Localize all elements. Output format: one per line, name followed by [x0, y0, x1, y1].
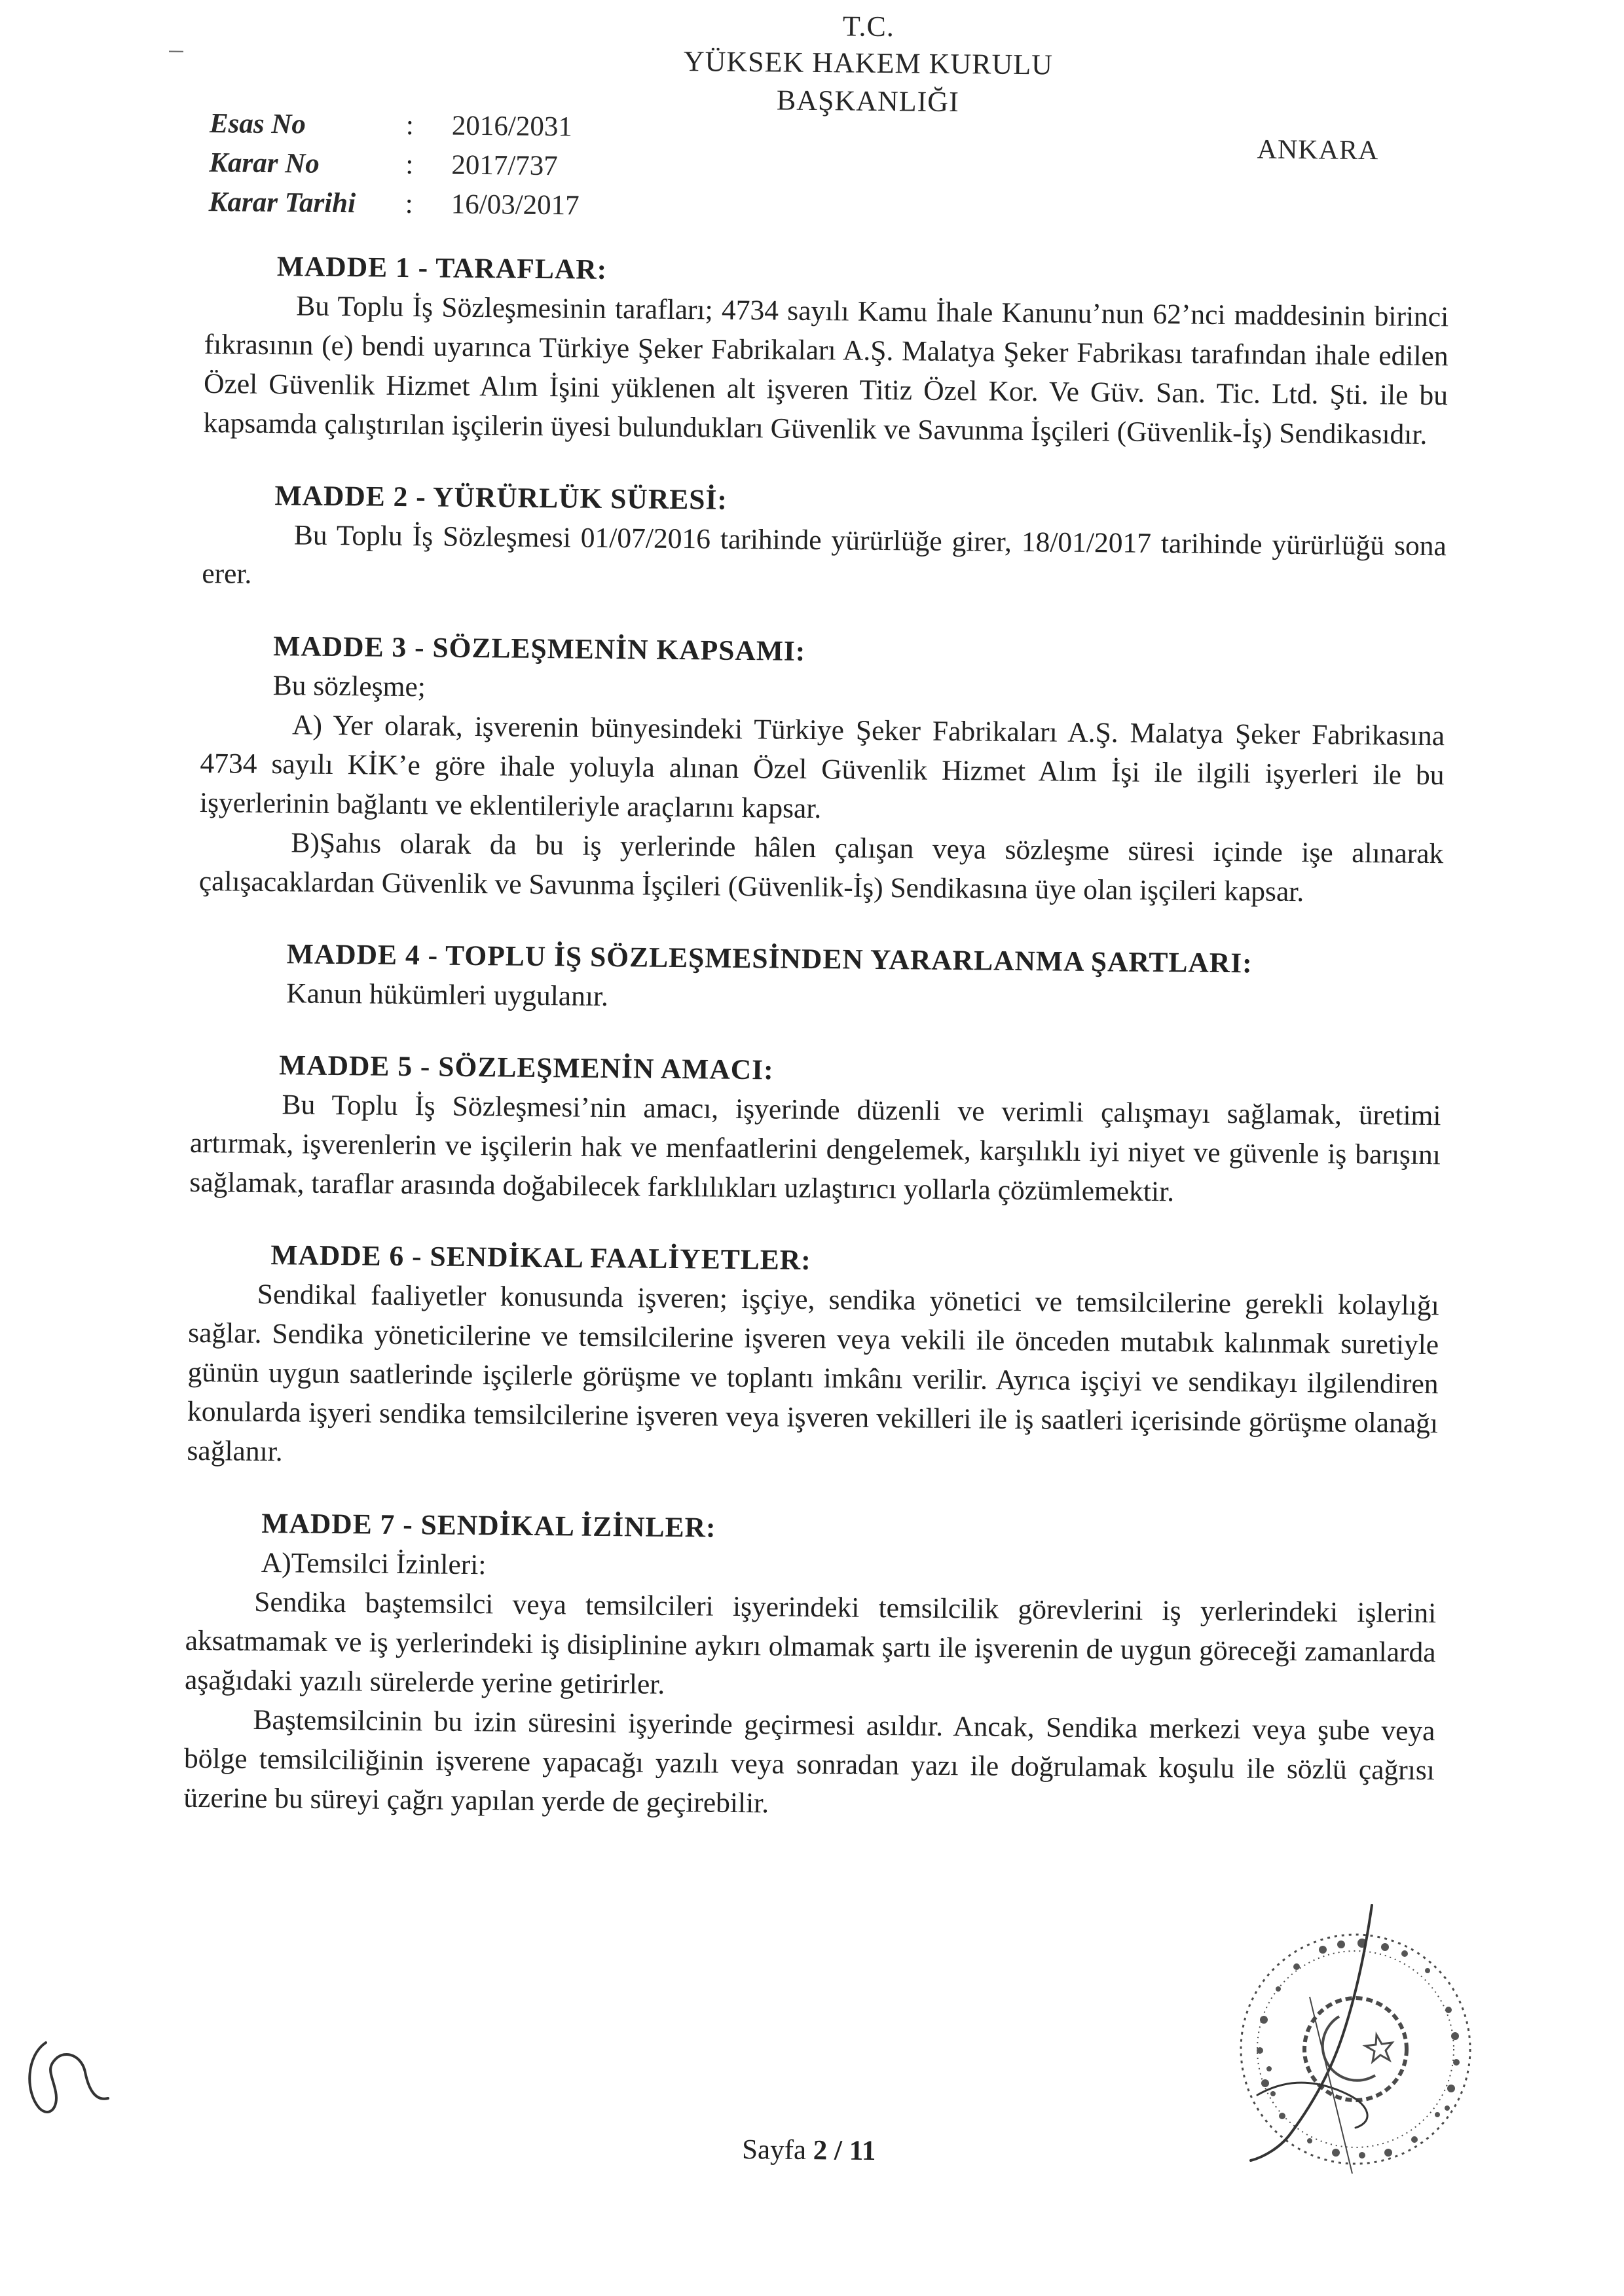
section-heading: MADDE 7 - SENDİKAL İZİNLER: — [261, 1507, 716, 1544]
paragraph: Baştemsilcinin bu izin süresini işyerinde geçirmesi asıldır. Ancak, Sendika merkezi veya şube veya bölge temsilciliğinin işverene yapacağı yazılı veya sonradan yazı ile doğrulamak koşulu ile sözlü çağrısı üzerine bu süreyi çağrı yapılan yerde de geçirebilir. — [183, 1704, 1435, 1819]
subheading: A)Temsilci İzinleri: — [261, 1546, 487, 1581]
colon: : — [405, 109, 415, 141]
paragraph: Bu Toplu İş Sözleşmesi’nin amacı, işyerinde düzenli ve verimli çalışmayı sağlamak, üretimi artırmak, işverenlerin ve işçilerin hak ve menfaatlerini dengelemek, karşılıklı iyi niyet ve güvenle iş barışını sağlamak, taraflar arasında doğabilecek farklılıkları uzlaştırıcı yollarla çözümlemektir. — [189, 1089, 1441, 1208]
handwritten-initial-icon — [20, 2030, 118, 2121]
section-madde-2 — [202, 475, 1447, 605]
page-current: 2 — [813, 2135, 828, 2166]
section-madde-5 — [189, 1045, 1441, 1214]
section-madde-7 — [183, 1503, 1437, 1829]
esas-value: 2016/2031 — [451, 110, 573, 143]
page-total: 11 — [849, 2135, 876, 2167]
paragraph: Bu Toplu İş Sözleşmesi 01/07/2016 tarihinde yürürlüğe girer, 18/01/2017 tarihinde yürürlüğü sona erer. — [202, 519, 1447, 590]
paragraph-b: B)Şahıs olarak da bu iş yerlerinde hâlen çalışan veya sözleşme süresi içinde işe alınarak çalışacaklardan Güvenlik ve Savunma İşçileri (Güvenlik-İş) Sendikasına üye olan işçileri kapsar. — [198, 827, 1444, 908]
city: ANKARA — [1257, 134, 1379, 166]
section-heading: MADDE 5 - SÖZLEŞMENİN AMACI: — [278, 1049, 774, 1086]
tarih-label: Karar Tarihi — [208, 187, 356, 219]
paragraph: Bu Toplu İş Sözleşmesinin tarafları; 4734 sayılı Kamu İhale Kanunu’nun 62’nci maddesinin birinci fıkrasının (e) bendi uyarınca Türkiye Şeker Fabrikaları A.Ş. Malatya Şeker Fabrikası tarafından ihale edilen Özel Güvenlik Hizmet Alım İşini yüklenen alt işveren Titiz Özel Kor. Ve Güv. San. Tic. Ltd. Şti. ile bu kapsamda çalıştırılan işçilerin üyesi bulundukları Güvenlik ve Savunma İşçileri (Güvenlik-İş) Sendikasıdır. — [203, 290, 1449, 450]
case-meta — [209, 104, 581, 225]
header-office: BAŞKANLIĞI — [776, 84, 959, 118]
page-number — [678, 2133, 940, 2168]
header-tc: T.C. — [842, 10, 895, 43]
section-heading: MADDE 3 - SÖZLEŞMENİN KAPSAMI: — [273, 630, 806, 667]
paragraph: Kanun hükümleri uygulanır. — [286, 977, 609, 1013]
karar-value: 2017/737 — [451, 149, 559, 182]
document-body — [183, 246, 1449, 1862]
section-madde-3 — [199, 626, 1446, 913]
section-heading: MADDE 6 - SENDİKAL FAALİYETLER: — [270, 1239, 811, 1276]
scan-mark — [168, 47, 185, 55]
header-institution: YÜKSEK HAKEM KURULU — [683, 45, 1054, 81]
tarih-value: 16/03/2017 — [451, 189, 580, 221]
section-madde-1 — [203, 246, 1449, 454]
paragraph: Sendikal faaliyetler konusunda işveren; işçiye, sendika yönetici ve temsilcilerine gerekli kolaylığı sağlar. Sendika yöneticilerine ve temsilcilerine işveren veya vekili ile önceden mutabık kalınmak suretiyle günün uygun saatlerinde işçilerle görüşme ve toplantı imkânı verilir. Ayrıca işçiyi ve sendikayı ilgilendiren konularda işyeri sendika temsilcilerine işveren veya işveren vekilleri ile iş saatleri içerisinde görüşme olanağı sağlanır. — [187, 1278, 1439, 1468]
paragraph: Bu sözleşme; — [272, 670, 426, 703]
section-heading: MADDE 2 - YÜRÜRLÜK SÜRESİ: — [274, 480, 728, 516]
karar-label: Karar No — [209, 147, 320, 179]
colon: : — [405, 188, 413, 220]
esas-label: Esas No — [209, 108, 306, 140]
section-heading: MADDE 4 - TOPLU İŞ SÖZLEŞMESİNDEN YARARLANMA ŞARTLARI: — [286, 938, 1253, 979]
section-madde-6 — [187, 1235, 1439, 1482]
tarih-row — [209, 183, 580, 225]
paragraph: Sendika baştemsilci veya temsilcileri işyerindeki temsilcilik görevlerini iş yerlerindeki işlerini aksatmamak ve iş yerlerindeki iş disiplinine aykırı olmamak şartı ile işverenin de uygun göreceği zamanlarda aşağıdaki yazılı sürelerde yerine getirirler. — [184, 1586, 1437, 1700]
signature-icon — [1218, 1899, 1388, 2174]
section-madde-4 — [198, 934, 1443, 1024]
paragraph-a: A) Yer olarak, işverenin bünyesindeki Türkiye Şeker Fabrikaları A.Ş. Malatya Şeker Fabrikasına 4734 sayılı KİK’e göre ihale yoluyla alınan Özel Güvenlik Hizmet Alım İşi ile ilgili işyerleri ile bu işyerlerinin bağlantı ve eklentileriyle araçlarını kapsar. — [199, 709, 1445, 825]
karar-row — [209, 143, 580, 186]
section-heading: MADDE 1 - TARAFLAR: — [276, 251, 608, 285]
page-sep: / — [834, 2135, 843, 2166]
page-prefix: Sayfa — [741, 2134, 807, 2166]
colon: : — [405, 149, 414, 181]
esas-row — [210, 104, 580, 147]
